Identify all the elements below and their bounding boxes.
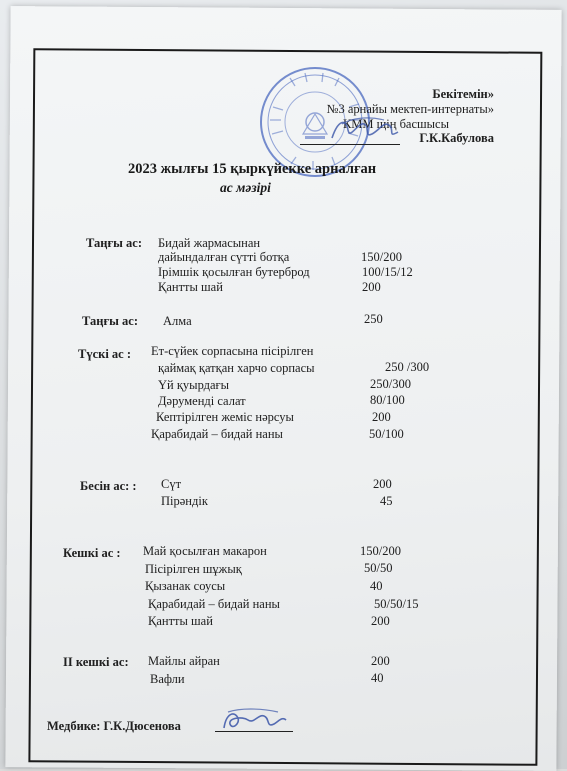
menu-item-name: Қарабидай – бидай наны (148, 597, 280, 611)
menu-item-name: Қызанак соусы (145, 579, 226, 593)
menu-item-name: Майлы айран (148, 654, 220, 668)
menu-item-name: Ет-сүйек сорпасына пісірілген (151, 344, 314, 358)
menu-item-name: Алма (163, 314, 192, 328)
menu-item-portion: 250 (364, 312, 383, 326)
menu-item-portion: 80/100 (370, 393, 405, 407)
menu-item-portion: 200 (373, 477, 392, 491)
menu-item-name: Қантты шай (158, 280, 223, 294)
menu-item-portion: 45 (380, 494, 393, 508)
meal-label-dinner: Кешкі ас : (63, 546, 121, 560)
menu-item-name: Үй қуырдағы (158, 378, 230, 392)
meal-label-breakfast: Таңғы ас: (86, 236, 142, 250)
meal-label-second-dinner: ІІ кешкі ас: (63, 655, 129, 669)
nurse-label: Медбике: Г.К.Дюсенова (47, 719, 181, 733)
page-subtitle: ас мәзірі (220, 180, 271, 195)
meal-label-second-breakfast: Таңғы ас: (82, 314, 138, 328)
menu-item-name: Пісірілген шұжық (145, 562, 242, 576)
approval-school: №3 арнайы мектеп-интернаты» (326, 102, 494, 116)
approval-heading: Бекітемін» (432, 87, 494, 101)
meal-label-lunch: Түскі ас : (78, 347, 132, 361)
menu-item-portion: 50/100 (369, 427, 404, 441)
approval-director-name: Г.К.Кабулова (419, 131, 494, 145)
menu-item-portion: 50/50/15 (374, 597, 419, 611)
menu-item-name: Қантты шай (148, 614, 213, 628)
approval-position: КММ щің басшысы (342, 117, 449, 131)
menu-item-name: Дәрумендi салат (158, 394, 246, 408)
menu-item-name: Қарабидай – бидай наны (151, 427, 283, 441)
page-title: 2023 жылғы 15 қыркүйекке арналған (128, 161, 377, 177)
menu-item-portion: 150/200 (361, 250, 402, 264)
menu-item-portion: 200 (372, 410, 391, 424)
menu-item-name: Вафли (150, 672, 185, 686)
menu-item-name: Сүт (161, 477, 182, 491)
menu-item-portion: 50/50 (364, 561, 393, 575)
menu-item-name: Ірімшік қосылған бутерброд (158, 265, 310, 279)
approval-signature-line (300, 144, 400, 145)
menu-item-portion: 100/15/12 (362, 265, 413, 279)
menu-item-name: Бидай жармасынан (158, 236, 261, 250)
menu-item-name: дайындалған сүтті ботқа (158, 250, 290, 264)
menu-item-portion: 200 (362, 280, 381, 294)
nurse-signature-line (215, 731, 293, 732)
menu-item-name: қаймақ қатқан харчо сорпасы (158, 361, 315, 375)
meal-label-afternoon-snack: Бесін ас: : (80, 479, 137, 493)
menu-item-portion: 150/200 (360, 544, 401, 558)
menu-item-portion: 200 (371, 654, 390, 668)
menu-item-portion: 250 /300 (385, 360, 430, 374)
menu-item-portion: 40 (370, 579, 383, 593)
menu-item-portion: 40 (371, 671, 384, 685)
menu-item-name: Май қосылған макарон (143, 544, 267, 558)
menu-item-name: Пірәндік (161, 494, 208, 508)
menu-item-name: Кептірілген жеміс нәрсуы (156, 410, 294, 424)
menu-item-portion: 250/300 (370, 377, 411, 391)
menu-item-portion: 200 (371, 614, 390, 628)
